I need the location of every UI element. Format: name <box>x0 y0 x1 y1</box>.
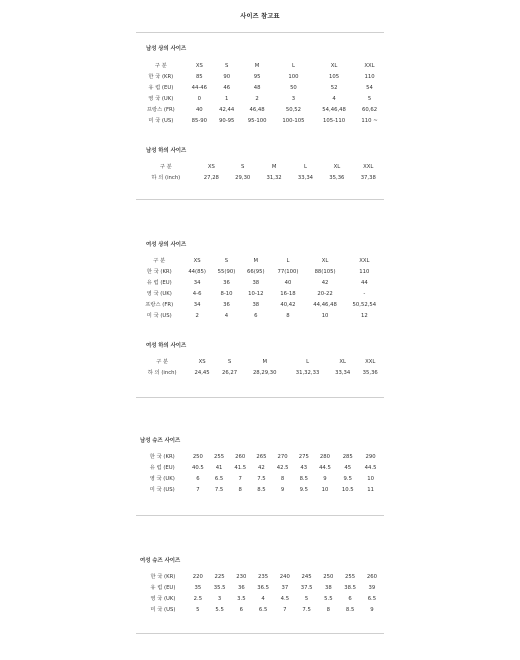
size-cell: 100-105 <box>282 118 305 124</box>
size-cell: 44,46,48 <box>313 302 337 308</box>
size-cell: 41 <box>215 465 223 471</box>
size-cell: 34 <box>193 302 201 308</box>
size-cell: 3 <box>217 596 222 602</box>
section-title-men-bottoms: 남성 하의 사이즈 <box>146 148 187 154</box>
size-cell: 38.5 <box>344 585 356 591</box>
size-cell: 44.5 <box>364 465 377 471</box>
size-cell: 6 <box>196 476 200 482</box>
size-cell: 5 <box>367 96 372 102</box>
size-cell: 33,34 <box>297 175 314 181</box>
size-cell: 9.5 <box>299 487 308 493</box>
table-row <box>138 485 382 496</box>
size-cell: 36.5 <box>257 585 269 591</box>
size-cell: 8.5 <box>299 476 308 482</box>
size-cell: 6 <box>348 596 352 602</box>
page-title: 사이즈 참고표 <box>240 13 280 20</box>
size-cell: 48 <box>253 85 261 91</box>
size-cell: 6 <box>254 313 258 319</box>
row-label: 한 국 (KR) <box>149 454 175 460</box>
row-label: 한 국 (KR) <box>146 269 172 275</box>
size-cell: 285 <box>342 454 353 460</box>
section-title-men-shoes: 남성 슈즈 사이즈 <box>140 438 181 444</box>
size-cell: 0 <box>197 96 201 102</box>
size-cell: 37,38 <box>360 175 376 181</box>
table-row <box>136 116 384 127</box>
size-cell: L <box>286 258 290 264</box>
size-cell: 40 <box>195 107 203 113</box>
section-title-women-bottoms: 여성 하의 사이즈 <box>146 343 187 349</box>
row-label: 구 분 <box>159 164 172 170</box>
size-cell: 33,34 <box>335 370 351 376</box>
row-label: 한 국 (KR) <box>150 574 176 580</box>
size-cell: 8 <box>326 607 331 613</box>
size-cell: 250 <box>192 454 203 460</box>
table-row <box>136 83 384 94</box>
size-cell: 10.5 <box>341 487 354 493</box>
size-cell: 7 <box>238 476 242 482</box>
size-cell: 250 <box>323 574 334 580</box>
size-cell: 16-18 <box>280 291 296 297</box>
size-cell: 8-10 <box>220 291 233 297</box>
size-cell: M <box>271 164 277 170</box>
size-cell: 105-110 <box>323 118 346 124</box>
size-cell: 24,45 <box>194 370 210 376</box>
size-cell: 31,32,33 <box>295 370 320 376</box>
size-cell: 44.5 <box>319 465 331 471</box>
table-row <box>136 300 384 311</box>
size-cell: 6.5 <box>258 607 268 613</box>
size-cell: - <box>363 291 366 297</box>
size-cell: 225 <box>214 574 225 580</box>
size-cell: 4 <box>261 596 265 602</box>
size-cell: 7.5 <box>257 476 266 482</box>
size-cell: 60,62 <box>361 107 378 113</box>
size-cell: 290 <box>365 454 376 460</box>
size-cell: 8.5 <box>345 607 355 613</box>
row-label: 하 의 (inch) <box>147 370 177 376</box>
size-cell: 50,52 <box>285 107 302 113</box>
size-cell: 42 <box>258 465 265 471</box>
size-cell: 11 <box>367 487 374 493</box>
table-row <box>138 594 382 605</box>
size-cell: 7.5 <box>302 607 311 613</box>
size-cell: 8 <box>286 313 290 319</box>
size-cell: 265 <box>256 454 267 460</box>
size-cell: 4.5 <box>280 596 290 602</box>
row-label: 미 국 (US) <box>150 607 176 613</box>
size-cell: 7 <box>283 607 287 613</box>
size-cell: 95-100 <box>247 118 267 124</box>
size-cell: 260 <box>366 574 377 580</box>
table-row <box>136 94 384 105</box>
size-cell: 7 <box>196 487 200 493</box>
size-cell: XXL <box>365 359 376 365</box>
size-cell: 44-46 <box>191 85 208 91</box>
size-cell: 90 <box>223 74 231 80</box>
size-cell: 9 <box>280 487 285 493</box>
size-cell: 240 <box>279 574 290 580</box>
size-cell: 2 <box>195 313 199 319</box>
size-cell: 6 <box>239 607 244 613</box>
size-cell: 52 <box>330 85 338 91</box>
section-title-women-tops: 여성 상의 사이즈 <box>146 242 187 248</box>
divider <box>136 199 384 200</box>
size-cell: 38 <box>324 585 332 591</box>
size-cell: 6.5 <box>214 476 224 482</box>
size-cell: 20-22 <box>317 291 333 297</box>
size-cell: 230 <box>236 574 247 580</box>
table-header-row <box>136 61 384 72</box>
size-cell: 29,30 <box>235 175 251 181</box>
size-cell: 5.5 <box>324 596 333 602</box>
table-row <box>136 311 384 322</box>
row-label: 한 국 (KR) <box>148 74 174 80</box>
section-title-men-tops: 남성 상의 사이즈 <box>146 46 187 52</box>
row-label: 유 럽 (EU) <box>146 280 172 286</box>
size-cell: 4-6 <box>192 291 202 297</box>
size-cell: 7.5 <box>214 487 224 493</box>
size-cell: 260 <box>235 454 246 460</box>
size-table-men-shoes <box>138 452 382 496</box>
table-row <box>136 72 384 83</box>
size-cell: 27,28 <box>203 175 219 181</box>
size-cell: 3 <box>291 96 296 102</box>
size-cell: 42 <box>321 280 329 286</box>
size-cell: 46 <box>223 85 231 91</box>
table-row <box>136 105 384 116</box>
size-cell: 88(105) <box>314 269 336 275</box>
size-cell: 46,48 <box>249 107 265 113</box>
table-row <box>136 267 384 278</box>
size-table-men-tops <box>136 61 384 127</box>
size-cell: 85-90 <box>191 118 208 124</box>
size-cell: 10-12 <box>248 291 264 297</box>
row-label: 영 국 (UK) <box>148 96 174 102</box>
size-cell: 44 <box>360 280 368 286</box>
size-cell: 39 <box>368 585 376 591</box>
size-cell: 37 <box>281 585 289 591</box>
row-label: 구 분 <box>156 359 169 365</box>
size-cell: 36 <box>223 302 230 308</box>
size-cell: 110 <box>359 269 370 275</box>
size-cell: 40 <box>284 280 292 286</box>
size-cell: 110 ~ <box>361 118 378 124</box>
size-cell: 35,36 <box>329 175 345 181</box>
size-table-men-bottoms <box>136 162 384 184</box>
size-cell: 5.5 <box>215 607 224 613</box>
table-header-row <box>136 256 384 267</box>
size-cell: 90-95 <box>219 118 235 124</box>
size-cell: 43 <box>300 465 308 471</box>
row-label: 구 분 <box>153 258 166 264</box>
size-cell: 50 <box>290 85 297 91</box>
size-cell: 110 <box>364 74 375 80</box>
table-row <box>138 605 382 616</box>
size-cell: 54 <box>366 85 373 91</box>
size-cell: 12 <box>360 313 368 319</box>
size-cell: 40.5 <box>191 465 204 471</box>
size-cell: 42,44 <box>219 107 235 113</box>
row-label: 구 분 <box>154 63 167 69</box>
size-cell: 275 <box>298 454 309 460</box>
row-label: 유 럽 (EU) <box>149 465 175 471</box>
row-label: 미 국 (US) <box>146 313 172 319</box>
row-label: 유 럽 (EU) <box>148 85 174 91</box>
size-table-women-shoes <box>138 572 382 616</box>
row-label: 유 럽 (EU) <box>150 585 176 591</box>
size-cell: 42.5 <box>276 465 289 471</box>
size-cell: 10 <box>367 476 374 482</box>
table-row <box>138 474 382 485</box>
size-cell: L <box>304 164 307 170</box>
size-cell: XXL <box>364 63 375 69</box>
size-cell: 9 <box>370 607 374 613</box>
size-table-women-tops <box>136 256 384 322</box>
size-cell: 85 <box>195 74 203 80</box>
size-cell: 41.5 <box>234 465 247 471</box>
size-cell: 255 <box>214 454 225 460</box>
size-cell: 105 <box>329 74 340 80</box>
size-cell: 35,36 <box>362 370 378 376</box>
size-cell: XL <box>321 258 329 264</box>
size-cell: 255 <box>345 574 356 580</box>
size-cell: 8 <box>280 476 285 482</box>
row-label: 하 의 (inch) <box>151 175 181 181</box>
section-title-women-shoes: 여성 슈즈 사이즈 <box>140 558 181 564</box>
size-cell: XL <box>339 359 346 365</box>
size-cell: 50,52,54 <box>352 302 377 308</box>
size-cell: XL <box>330 63 338 69</box>
size-cell: 66(95) <box>247 269 265 275</box>
size-cell: 4 <box>224 313 229 319</box>
size-cell: 220 <box>192 574 203 580</box>
size-cell: 245 <box>301 574 312 580</box>
size-cell: M <box>253 258 259 264</box>
divider <box>136 397 384 398</box>
size-cell: 280 <box>319 454 331 460</box>
size-cell: 6.5 <box>367 596 377 602</box>
table-header-row <box>136 162 384 173</box>
size-cell: XS <box>198 359 206 365</box>
size-cell: 9.5 <box>343 476 352 482</box>
size-table-women-bottoms <box>136 357 384 379</box>
size-cell: 36 <box>223 280 230 286</box>
divider <box>136 633 384 634</box>
table-row <box>138 583 382 594</box>
size-cell: 9 <box>323 476 327 482</box>
size-cell: L <box>306 359 310 365</box>
size-cell: 31,32 <box>266 175 282 181</box>
size-cell: 44(85) <box>188 269 206 275</box>
divider <box>136 32 384 33</box>
size-cell: 5 <box>304 596 309 602</box>
size-cell: 4 <box>332 96 336 102</box>
size-cell: 5 <box>196 607 200 613</box>
size-cell: S <box>227 359 232 365</box>
size-cell: 35.5 <box>213 585 226 591</box>
divider <box>136 515 384 516</box>
size-cell: 100 <box>288 74 299 80</box>
size-cell: 34 <box>193 280 201 286</box>
table-header-row <box>136 357 384 368</box>
size-cell: 28,29,30 <box>252 370 277 376</box>
size-cell: 37.5 <box>300 585 313 591</box>
row-label: 프랑스 (FR) <box>146 107 175 113</box>
size-cell: 10 <box>321 313 329 319</box>
table-row <box>138 452 382 463</box>
size-cell: XS <box>207 164 215 170</box>
table-row <box>136 368 384 379</box>
size-cell: 40,42 <box>280 302 296 308</box>
size-cell: 2.5 <box>193 596 203 602</box>
table-row <box>136 289 384 300</box>
size-cell: 3.5 <box>237 596 246 602</box>
size-cell: S <box>225 63 229 69</box>
size-cell: 54,46,48 <box>322 107 346 113</box>
size-cell: 235 <box>258 574 269 580</box>
size-cell: 270 <box>277 454 288 460</box>
size-cell: 36 <box>237 585 245 591</box>
row-label: 영 국 (UK) <box>150 596 176 602</box>
size-cell: S <box>241 164 245 170</box>
row-label: 프랑스 (FR) <box>145 302 174 308</box>
row-label: 영 국 (UK) <box>146 291 172 297</box>
table-row <box>138 572 382 583</box>
size-cell: 35 <box>194 585 202 591</box>
table-row <box>136 173 384 184</box>
row-label: 미 국 (US) <box>149 487 175 493</box>
size-cell: 38 <box>252 302 260 308</box>
size-cell: 8.5 <box>257 487 266 493</box>
size-cell: 26,27 <box>222 370 238 376</box>
size-cell: XXL <box>363 164 374 170</box>
size-cell: 55(90) <box>217 269 236 275</box>
size-cell: 45 <box>344 465 352 471</box>
row-label: 영 국 (UK) <box>149 476 175 482</box>
size-cell: 95 <box>253 74 261 80</box>
size-cell: M <box>254 63 260 69</box>
row-label: 미 국 (US) <box>148 118 174 124</box>
size-cell: 2 <box>255 96 259 102</box>
size-cell: XL <box>333 164 341 170</box>
size-cell: 77(100) <box>277 269 299 275</box>
size-cell: M <box>262 359 268 365</box>
table-row <box>138 463 382 474</box>
size-cell: 10 <box>321 487 329 493</box>
size-cell: S <box>224 258 229 264</box>
size-cell: XS <box>195 63 203 69</box>
size-cell: L <box>291 63 295 69</box>
table-row <box>136 278 384 289</box>
size-cell: XS <box>193 258 201 264</box>
size-cell: 38 <box>252 280 260 286</box>
size-cell: 1 <box>225 96 229 102</box>
size-cell: XXL <box>359 258 370 264</box>
size-cell: 8 <box>238 487 242 493</box>
